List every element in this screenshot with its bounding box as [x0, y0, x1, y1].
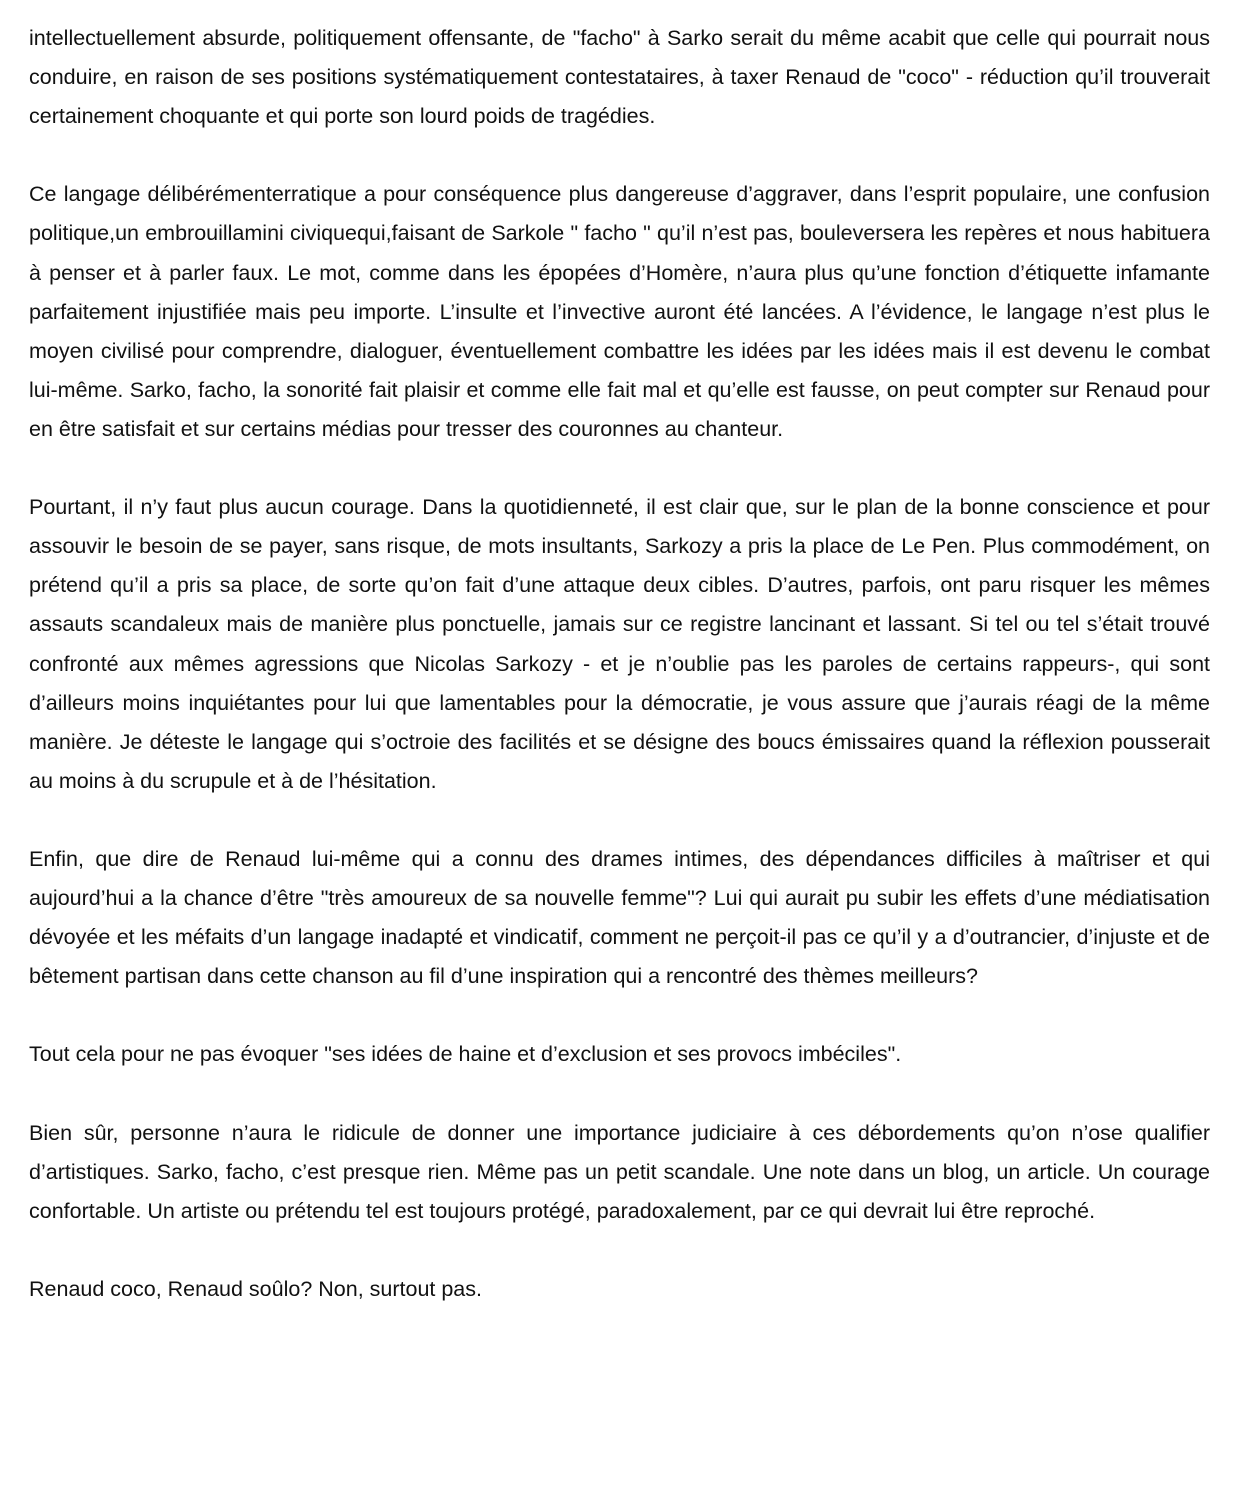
paragraph: intellectuellement absurde, politiquement offensante, de "facho" à Sarko serait du même acabit que celle qui pourrait nous conduire, en raison de ses positions systématiquement contestataires, à taxer Renaud de "coco" - réduction qu’il trouverait certainement choquante et qui porte son lourd poids de tragédies. [29, 26, 1210, 129]
paragraph: Enfin, que dire de Renaud lui-même qui a connu des drames intimes, des dépendances difficiles à maîtriser et qui aujourd’hui a la chance d’être "très amoureux de sa nouvelle femme"? Lui qui aurait pu subir les effets d’une médiatisation dévoyée et les méfaits d’un langage inadapté et vindicatif, comment ne perçoit-il pas ce qu’il y a d’outrancier, d’injuste et de bêtement partisan dans cette chanson au fil d’une inspiration qui a rencontré des thèmes meilleurs? [29, 846, 1210, 989]
paragraph: Renaud coco, Renaud soûlo? Non, surtout pas. [29, 1277, 482, 1301]
paragraph: Tout cela pour ne pas évoquer "ses idées de haine et d’exclusion et ses provocs imbéciles". [29, 1042, 902, 1067]
document-body [29, 19, 1210, 1309]
paragraph: Bien sûr, personne n’aura le ridicule de donner une importance judiciaire à ces débordements qu’on n’ose qualifier d’artistiques. Sarko, facho, c’est presque rien. Même pas un petit scandale. Une note dans un blog, un article. Un courage confortable. Un artiste ou prétendu tel est toujours protégé, paradoxalement, par ce qui devrait lui être reproché. [29, 1120, 1210, 1223]
paragraph: Pourtant, il n’y faut plus aucun courage. Dans la quotidienneté, il est clair que, sur le plan de la bonne conscience et pour assouvir le besoin de se payer, sans risque, de mots insultants, Sarkozy a pris la place de Le Pen. Plus commodément, on prétend qu’il a pris sa place, de sorte qu’on fait d’une attaque deux cibles. D’autres, parfois, ont paru risquer les mêmes assauts scandaleux mais de manière plus ponctuelle, jamais sur ce registre lancinant et lassant. Si tel ou tel s’était trouvé confronté aux mêmes agressions que Nicolas Sarkozy - et je n’oublie pas les paroles de certains rappeurs-, qui sont d’ailleurs moins inquiétantes pour lui que lamentables pour la démocratie, je vous assure que j’aurais réagi de la même manière. Je déteste le langage qui s’octroie des facilités et se désigne des boucs émissaires quand la réflexion pousserait au moins à du scrupule et à de l’hésitation. [29, 495, 1210, 793]
paragraph: Ce langage délibérémenterratique a pour conséquence plus dangereuse d’aggraver, dans l’esprit populaire, une confusion politique,un embrouillamini civiquequi,faisant de Sarkole " facho " qu’il n’est pas, bouleversera les repères et nous habituera à penser et à parler faux. Le mot, comme dans les épopées d’Homère, n’aura plus qu’une fonction d’étiquette infamante parfaitement injustifiée mais peu importe. L’insulte et l’invective auront été lancées. A l’évidence, le langage n’est plus le moyen civilisé pour comprendre, dialoguer, éventuellement combattre les idées par les idées mais il est devenu le combat lui-même. Sarko, facho, la sonorité fait plaisir et comme elle fait mal et qu’elle est fausse, on peut compter sur Renaud pour en être satisfait et sur certains médias pour tresser des couronnes au chanteur. [29, 182, 1210, 441]
